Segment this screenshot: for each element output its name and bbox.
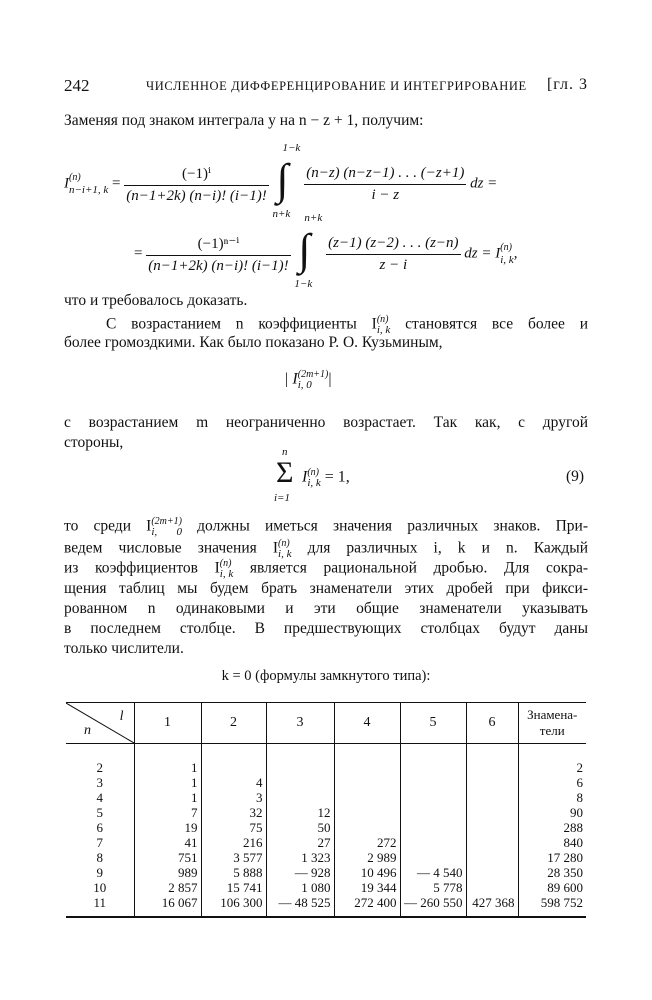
table-cell [400,790,466,805]
table-cell-n: 6 [66,820,134,835]
table-cell [334,820,400,835]
table-cell-n: 7 [66,835,134,850]
table-col-header-denominators: Знамена- тели [518,703,586,744]
table-cell: 598 752 [540,895,583,910]
table-cell-n: 11 [66,895,134,917]
table-col-header: 4 [334,703,400,744]
para3-line2: ведем числовые значения I (n) i, k для различных i, k и n. Каждый [64,538,589,560]
eq2-integral-sign: n+k ∫ 1−k [294,212,323,290]
table-col-header: 3 [266,703,334,744]
table-cell: — 928 [266,865,334,880]
table-cell: 27 [266,835,334,850]
page-number: 242 [64,76,90,95]
table-cell: — 260 550 [400,895,466,917]
table-corner-cell: l n [66,703,134,744]
table-cell [400,805,466,820]
table-row [66,835,586,850]
table-cell: 3 577 [201,850,266,865]
table-row [66,775,586,790]
table-cell: 3 [201,790,266,805]
table-row [66,850,586,865]
table-cell: 6 [576,775,583,790]
table-cell: 216 [201,835,266,850]
eq1-lhs: I [64,175,69,192]
table-row [66,895,586,917]
table-cell: 5 888 [201,865,266,880]
table-cell [266,790,334,805]
para2-line2: стороны, [64,434,124,451]
table-cell [266,760,334,775]
table-cell [400,850,466,865]
equation-2: = $\frac{\text{(−1)ⁿ⁻ⁱ}}{(n-1+2k) (n-i)! (i-1)!}$ n+k ∫ 1−k $\frac{(z-1) (z-2) . . . (z-n)}{z - i}$ dz = I (n) i, k , [134,212,518,290]
table-cell [466,880,518,895]
eq1-tail: dz = [470,175,498,192]
table-cell: 19 344 [334,880,400,895]
sum-sign: n Σ i=1 [274,446,294,504]
table-cell: 840 [563,835,583,850]
table-row [66,805,586,820]
eq2-integrand: $\frac{(z-1) (z-2) . . . (z-n)}{z - i}$ [328,234,459,273]
eq2-tail: dz = I [464,245,501,262]
table-cell: 1 080 [266,880,334,895]
table-cell: 2 857 [134,880,201,895]
table-row [66,880,586,895]
table-cell [400,835,466,850]
table-cell-n: 3 [66,775,134,790]
para1-line2: более громоздкими. Как было показано Р. О. Кузьминым, [64,334,443,351]
table-cell: 12 [266,805,334,820]
table-caption: k = 0 (формулы замкнутого типа): [221,668,431,684]
table-row [66,790,586,805]
eq1-lhs-sub: n−i+1, k [69,184,109,196]
para3-line6: в последнем столбце. В предшествующих столбцах будут даны [64,620,588,637]
equation-number: (9) [566,468,585,485]
para3-line7: только числители. [64,640,184,657]
eq1-lhs-sup: (n) [69,172,81,183]
table-cell: 32 [201,805,266,820]
table-col-header: 5 [400,703,466,744]
table-cell: 89 600 [547,880,583,895]
para1-line1: С возрастанием n коэффициенты I (n) i, k становятся все более и [106,314,589,336]
chapter-marker: [гл. 3 [546,76,588,93]
table-cell: — 4 540 [400,865,466,880]
table-cell: 272 400 [334,895,400,917]
eq1-integral-sign: 1−k ∫ n+k [272,142,301,220]
table-cell: 50 [266,820,334,835]
table-cell: 8 [576,790,583,805]
table-cell: 17 280 [547,850,583,865]
table-cell [400,775,466,790]
para3-line3: из коэффициентов I (n) i, k является рациональной дробью. Для сокра- [64,558,588,580]
table-cell [334,805,400,820]
table-cell: 106 300 [201,895,266,917]
table-row [66,865,586,880]
table-cell: 10 496 [334,865,400,880]
table-cell: 2 [576,760,583,775]
eq1-fraction: $\frac{\text{(−1)ⁱ}}{(n-1+2k) (n-i)! (i-1)!}$ [126,165,267,204]
table-cell: 7 [134,805,201,820]
table-cell [466,835,518,850]
sum-equation: n Σ i=1 I (n) i, k = 1, [274,446,350,504]
table-cell: 2 989 [334,850,400,865]
eq1-integrand: $\frac{(n-z) (n-z-1) . . . (-z+1)}{i - z}$ [306,164,465,203]
table-cell-n: 2 [66,760,134,775]
table-cell: 989 [134,865,201,880]
table-cell [466,790,518,805]
table-cell: 1 323 [266,850,334,865]
page-header [64,76,588,100]
table-spacer-row [66,744,586,761]
table-cell: 272 [334,835,400,850]
table-cell [201,760,266,775]
table-cell [466,775,518,790]
table-col-header: 2 [201,703,266,744]
table-cell [466,760,518,775]
table-cell [466,850,518,865]
table-cell: 15 741 [201,880,266,895]
table-cell [466,820,518,835]
table-cell: 1 [134,790,201,805]
table-cell-n: 4 [66,790,134,805]
intro-line: Заменяя под знаком интеграла y на n − z + 1, получим: [64,112,424,129]
table-cell: 28 350 [547,865,583,880]
table-col-header: 6 [466,703,518,744]
table-row [66,820,586,835]
para3-line5: рованном n одинаковыми и эти общие знаменатели указывать [64,600,588,617]
table-cell: 16 067 [134,895,201,917]
para3-line1: то среди I (2m+1) i, 0 должны иметься значения различных знаков. При- [64,516,589,538]
table-cell: 75 [201,820,266,835]
table-cell: 1 [134,760,201,775]
table-header-row [66,703,586,744]
proved-line: что и требовалось доказать. [64,292,248,309]
table-cell: 751 [134,850,201,865]
table-cell: 19 [134,820,201,835]
table-cell [466,865,518,880]
table-cell [334,790,400,805]
para2-line1: с возрастанием m неограниченно возрастает. Так как, с другой [64,414,588,431]
table-cell: 4 [201,775,266,790]
abs-expression: | I (2m+1) i, 0 | [284,369,332,391]
table-cell [266,775,334,790]
table-cell [400,760,466,775]
coefficients-table [66,702,586,918]
table-cell-n: 5 [66,805,134,820]
table-cell: 288 [563,820,583,835]
equation-1: I (n) n−i+1, k = $\frac{\text{(−1)ⁱ}}{(n-1+2k) (n-i)! (i-1)!}$ 1−k ∫ n+k $\frac{(n-z) (n-z-1) . . . (-z+1)}{i - z}$ dz = [64,142,498,220]
table-cell [400,820,466,835]
running-title: ЧИСЛЕННОЕ ДИФФЕРЕНЦИРОВАНИЕ И ИНТЕГРИРОВАНИЕ [146,79,527,93]
table-cell: 5 778 [400,880,466,895]
table-cell [334,775,400,790]
table-cell-n: 9 [66,865,134,880]
table-cell: 427 368 [466,895,518,917]
table-col-header: 1 [134,703,201,744]
table-cell-n: 10 [66,880,134,895]
table-cell [466,805,518,820]
eq2-fraction: $\frac{\text{(−1)ⁿ⁻ⁱ}}{(n-1+2k) (n-i)! (i-1)!}$ [148,235,289,274]
table-row [66,760,586,775]
table-cell: 90 [570,805,583,820]
table-cell: 41 [134,835,201,850]
table-cell: — 48 525 [266,895,334,917]
para3-line4: щения таблиц мы будем брать знаменатели этих дробей при фикси- [64,580,588,597]
table-cell-n: 8 [66,850,134,865]
table-cell: 1 [134,775,201,790]
table-cell [334,760,400,775]
